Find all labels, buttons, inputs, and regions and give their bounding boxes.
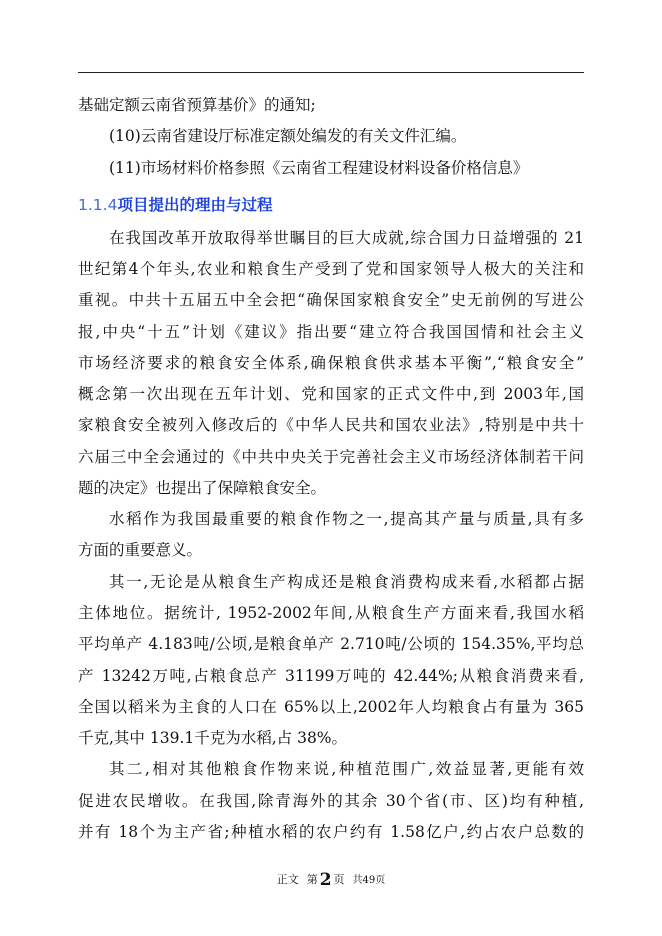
- reference-item-11: (11)市场材料价格参照《云南省工程建设材料设备价格信息》: [109, 159, 529, 177]
- paragraph-1-line: 报,中央“十五”计划《建议》指出要“建立符合我国国情和社会主义: [78, 323, 584, 341]
- paragraph-1-line: 题的决定》也提出了保障粮食安全。: [78, 479, 327, 497]
- paragraph-3-line: 其一,无论是从粮食生产构成还是粮食消费构成来看,水稻都占据: [109, 573, 584, 591]
- paragraph-4-line: 并有 18个为主产省;种植水稻的农户约有 1.58亿户,约占农户总数的: [78, 823, 584, 841]
- page-footer: [0, 871, 662, 890]
- paragraph-2-line: 水稻作为我国最重要的粮食作物之一,提高其产量与质量,具有多: [109, 510, 584, 528]
- paragraph-1-line: 概念第一次出现在五年计划、党和国家的正式文件中,到 2003年,国: [78, 385, 584, 403]
- paragraph-1-line: 世纪第4个年头,农业和粮食生产受到了党和国家领导人极大的关注和: [78, 260, 584, 278]
- paragraph-4-line: 促进农民增收。在我国,除青海外的其余 30个省(市、区)均有种植,: [78, 792, 584, 810]
- paragraph-1-line: 重视。中共十五届五中全会把“确保国家粮食安全”史无前例的写进公: [78, 291, 584, 309]
- section-number: 1.1.4: [78, 196, 118, 214]
- section-title: 项目提出的理由与过程: [117, 196, 273, 214]
- paragraph-3-line: 平均单产 4.183吨/公顷,是粮食单产 2.710吨/公顷的 154.35%,平均总: [78, 635, 584, 653]
- paragraph-1-line: 市场经济要求的粮食安全体系,确保粮食供求基本平衡”,“粮食安全”: [78, 354, 584, 372]
- section-heading: [78, 194, 584, 216]
- paragraph-3-line: 主体地位。据统计, 1952-2002年间,从粮食生产方面来看,我国水稻: [78, 604, 584, 622]
- paragraph-3-line: 产 13242万吨,占粮食总产 31199万吨的 42.44%;从粮食消费来看,: [78, 667, 584, 685]
- paragraph-1-line: 家粮食安全被列入修改后的《中华人民共和国农业法》,特别是中共十: [78, 416, 584, 434]
- paragraph-3-line: 千克,其中 139.1千克为水稻,占 38%。: [78, 729, 348, 747]
- footer-page-prefix: 第: [306, 873, 318, 886]
- paragraph-1-line: 在我国改革开放取得举世瞩目的巨大成就,综合国力日益增强的 21: [109, 229, 584, 247]
- paragraph-1-line: 六届三中全会通过的《中共中央关于完善社会主义市场经济体制若干问: [78, 448, 584, 466]
- header-rule: [78, 72, 584, 73]
- reference-item-10: (10)云南省建设厅标准定额处编发的有关文件汇编。: [109, 127, 467, 145]
- paragraph-4-line: 其二,相对其他粮食作物来说,种植范围广,效益显著,更能有效: [109, 760, 584, 778]
- paragraph-2-line: 方面的重要意义。: [78, 541, 203, 559]
- footer-page-suffix: 页: [333, 873, 345, 886]
- footer-section: 正文: [276, 873, 299, 886]
- paragraph-3-line: 全国以稻米为主食的人口在 65%以上,2002年人均粮食占有量为 365: [78, 698, 584, 716]
- page-number: 2: [319, 870, 332, 890]
- text-line: 基础定额云南省预算基价》的通知;: [78, 96, 316, 114]
- total-pages: 共49页: [352, 875, 386, 886]
